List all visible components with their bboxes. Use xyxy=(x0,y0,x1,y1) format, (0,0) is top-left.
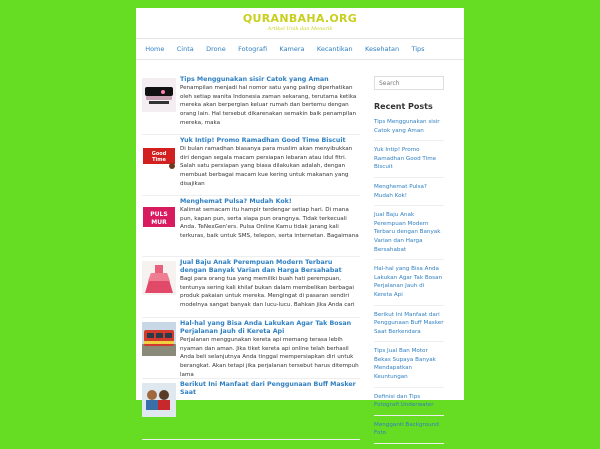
nav-item-kamera[interactable]: Kamera xyxy=(279,45,305,53)
post-item xyxy=(142,318,360,379)
recent-post-link[interactable]: Definisi dan Tips Fotografi Underwater xyxy=(374,393,444,416)
recent-post-link[interactable]: Jual Baju Anak Perempuan Modern Terbaru dengan Banyak Varian dan Harga Bersahabat xyxy=(374,211,444,260)
post-title[interactable]: Hal-hal yang Bisa Anda Lakukan Agar Tak Bosan Perjalanan Jauh di Kereta Api xyxy=(180,320,352,335)
nav-item-tips[interactable]: Tips xyxy=(411,45,425,53)
nav-item-kecantikan[interactable]: Kecantikan xyxy=(316,45,353,53)
site-title[interactable]: QURANBAHA.ORG xyxy=(242,12,358,25)
post-excerpt: Perjalanan menggunakan kereta api memang terasa lebih nyaman dan aman. Jika tiket kereta api online telah berhasil Anda beli selanjutnya Anda tinggal mempersiapkan diri untuk berangkat. Akan tetapi jika perjalanan tersebut harus ditempuh lama xyxy=(180,337,359,378)
good-time-biscuit-image[interactable] xyxy=(142,139,176,173)
recent-post-link[interactable]: Berikut Ini Manfaat dari Penggunaan Buff Masker Saat Berkendara xyxy=(374,311,444,343)
post-title[interactable]: Jual Baju Anak Perempuan Modern Terbaru dengan Banyak Varian dan Harga Bersahabat xyxy=(180,259,342,274)
post-excerpt: Penampilan menjadi hal nomor satu yang paling diperhatikan oleh setiap wanita Indonesia zaman sekarang, terutama ketika mereka akan berpergian keluar rumah dan bertemu dengan orang lain. Hal tersebut dikarenakan semakin baik penampilan mereka, maka xyxy=(180,85,357,126)
main-navigation xyxy=(136,38,464,60)
post-title[interactable]: Yuk Intip! Promo Ramadhan Good Time Biscuit xyxy=(180,137,346,144)
post-item xyxy=(142,196,360,257)
nav-item-fotografi[interactable]: Fotografi xyxy=(238,45,268,53)
buff-mask-image[interactable] xyxy=(142,383,176,417)
post-title[interactable]: Tips Menggunakan sisir Catok yang Aman xyxy=(180,76,329,83)
post-list xyxy=(142,74,360,440)
post-excerpt: Bagi para orang tua yang memiliki buah hati perempuan, tentunya sering kali khilaf bukan dalam membelikan berbagai produk pakaian untuk mereka. Mengingat di pasaran sendiri modelnya sangat banyak dan lucu-lucu. Bahkan jika Anda cari xyxy=(180,276,355,309)
recent-post-link[interactable]: Hal-hal yang Bisa Anda Lakukan Agar Tak Bosan Perjalanan Jauh di Kereta Api xyxy=(374,265,444,305)
recent-post-link[interactable]: Tips Jual Ban Motor Bekas Supaya Banyak Mendapatkan Keuntungan xyxy=(374,347,444,387)
post-excerpt: Kalimat semacam itu hampir terdengar setiap hari. Di mana pun, kapan pun, serta siapa pun orangnya. Tidak terkecuali Anda. TeNexGen'ers. Pulsa Online Kamu tidak jarang kali terkuras, baik untuk SMS, telepon, serta internetan. Bagaimana xyxy=(180,207,359,240)
post-item xyxy=(142,257,360,318)
post-excerpt: Di bulan ramadhan biasanya para muslim akan menyibukkan diri dengan segala macam persiapan lebaran atau idul fitri. Salah satu persiapan yang biasa dilakukan adalah, dengan membuat berbagai macam kue kering untuk makanan yang disajikan xyxy=(180,146,353,187)
sidebar xyxy=(374,76,456,449)
site-tagline: Artikel Unik dan Menarik xyxy=(267,26,333,32)
svg-text:MUR: MUR xyxy=(151,219,167,226)
post-title[interactable]: Berikut Ini Manfaat dari Penggunaan Buff Masker Saat xyxy=(180,381,356,396)
recent-post-link[interactable]: Menghemat Pulsa? Mudah Kok! xyxy=(374,183,444,206)
nav-item-drone[interactable]: Drone xyxy=(206,45,226,53)
nav-item-cinta[interactable]: Cinta xyxy=(176,45,194,53)
svg-text:Time: Time xyxy=(152,157,166,163)
hair-straightener-image[interactable] xyxy=(142,78,176,112)
site-header xyxy=(136,8,464,38)
post-item xyxy=(142,74,360,135)
recent-post-link[interactable]: Yuk Intip! Promo Ramadhan Good Time Biscuit xyxy=(374,146,444,178)
post-item xyxy=(142,379,360,440)
svg-text:PULS: PULS xyxy=(150,211,168,218)
recent-post-link[interactable]: Tips Menggunakan sisir Catok yang Aman xyxy=(374,118,444,141)
page-container xyxy=(136,8,464,437)
post-item xyxy=(142,135,360,196)
search-input[interactable] xyxy=(374,76,444,90)
svg-text:Good: Good xyxy=(151,151,167,157)
nav-item-home[interactable]: Home xyxy=(145,45,165,53)
recent-posts-heading: Recent Posts xyxy=(374,102,433,111)
nav-item-kesehatan[interactable]: Kesehatan xyxy=(365,45,400,53)
girls-dress-image[interactable] xyxy=(142,261,176,295)
recent-post-link[interactable]: Mengganti Background Foto xyxy=(374,421,444,444)
post-title[interactable]: Menghemat Pulsa? Mudah Kok! xyxy=(180,198,292,205)
train-image[interactable] xyxy=(142,322,176,356)
pulsa-promo-image[interactable] xyxy=(142,200,176,234)
